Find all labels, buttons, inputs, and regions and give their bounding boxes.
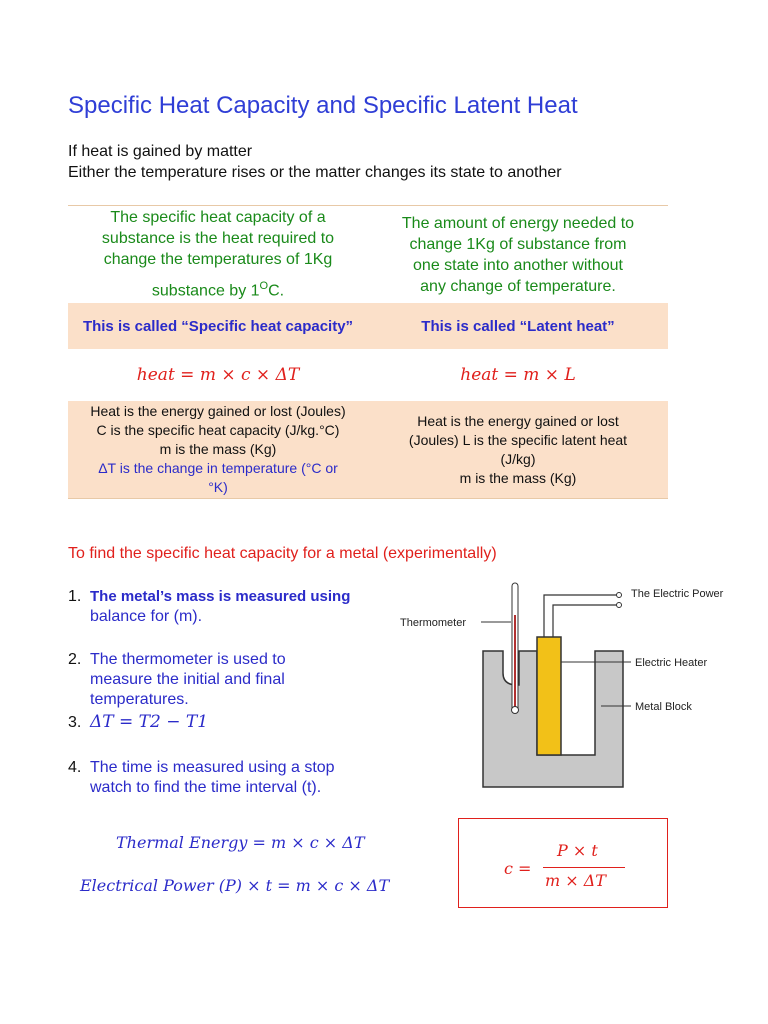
terminal-icon: [617, 603, 622, 608]
step-text: temperatures.: [90, 691, 189, 708]
note-line: (Joules) L is the specific latent heat: [408, 431, 628, 448]
latent-heat-definition: [368, 206, 668, 303]
metal-block-label: Metal Block: [635, 701, 692, 713]
electrical-power-equation: Electrical Power (P) × t = m × c × ΔT: [80, 876, 390, 895]
electric-heater: [537, 637, 561, 755]
specific-heat-notes: [68, 401, 368, 498]
note-line: ΔT is the change in temperature (°C or: [98, 460, 338, 476]
definition-line: change 1Kg of substance from: [409, 235, 627, 253]
power-wire: [544, 595, 617, 637]
step-number: 4.: [68, 759, 82, 776]
intro-line-2: Either the temperature rises or the matter changes its state to another: [68, 164, 562, 181]
electric-power-label: The Electric Power: [631, 588, 724, 600]
notes-row: [68, 401, 668, 499]
specific-heat-formula-box: [458, 818, 668, 908]
latent-heat-formula: heat = m × L: [460, 365, 576, 385]
note-line: Heat is the energy gained or lost: [417, 412, 619, 429]
step-3: [68, 712, 208, 733]
note-line: (J/kg): [500, 450, 536, 467]
definition-text: substance by 1: [151, 282, 260, 300]
definition-line: any change of temperature.: [420, 277, 616, 295]
definition-line: The amount of energy needed to: [401, 214, 635, 232]
called-row: [68, 303, 668, 349]
formula-denominator: m × ΔT: [545, 871, 606, 890]
step-number: 2.: [68, 651, 82, 668]
step-text: The time is measured using a stop: [90, 759, 335, 776]
specific-heat-definition: [68, 206, 368, 303]
power-wire: [553, 605, 617, 637]
step-4: [68, 758, 335, 798]
degree-superscript: O: [259, 280, 269, 293]
formula-row: [68, 349, 668, 401]
definition-line: one state into another without: [413, 256, 623, 274]
step-text: watch to find the time interval (t).: [90, 779, 322, 796]
delta-t-formula: ΔT = T2 − T1: [90, 712, 209, 732]
note-line: m is the mass (Kg): [159, 441, 277, 457]
step-number: 3.: [68, 714, 82, 731]
definition-line: The specific heat capacity of a: [110, 209, 326, 227]
page-title: Specific Heat Capacity and Specific Latent Heat: [68, 92, 578, 119]
definition-line: [102, 276, 334, 301]
fraction-bar: [543, 867, 625, 868]
apparatus-diagram: [395, 575, 750, 795]
note-line: Heat is the energy gained or lost (Joules): [90, 403, 346, 419]
note-line: °K): [208, 479, 228, 495]
step-text: measure the initial and final: [90, 671, 285, 688]
latent-heat-called: This is called “Latent heat”: [421, 317, 615, 335]
step-number: 1.: [68, 588, 82, 605]
formula-lhs: c =: [504, 859, 532, 878]
step-1: [68, 587, 350, 627]
specific-heat-formula: heat = m × c × ΔT: [136, 365, 300, 385]
electric-heater-label: Electric Heater: [635, 657, 708, 669]
formula-numerator: P × t: [557, 841, 598, 860]
step-2: [68, 650, 286, 710]
step-text: The metal’s mass is measured using: [90, 588, 351, 605]
definition-text: C.: [268, 282, 285, 300]
thermometer-label: Thermometer: [400, 617, 467, 629]
definition-line: substance is the heat required to: [101, 230, 335, 248]
thermometer-mercury: [514, 615, 516, 707]
intro-line-1: If heat is gained by matter: [68, 143, 253, 160]
comparison-table: [68, 205, 668, 499]
specific-heat-called: This is called “Specific heat capacity”: [82, 317, 354, 335]
experiment-heading: To find the specific heat capacity for a metal (experimentally): [68, 545, 497, 562]
definition-row: [68, 206, 668, 303]
thermometer-bulb: [512, 707, 519, 714]
note-line: C is the specific heat capacity (J/kg.°C): [96, 422, 340, 438]
terminal-icon: [617, 593, 622, 598]
note-line: m is the mass (Kg): [459, 469, 577, 486]
latent-heat-notes: [368, 401, 668, 498]
step-text: The thermometer is used to: [90, 651, 286, 668]
definition-line: change the temperatures of 1Kg: [103, 251, 333, 269]
thermal-energy-equation: Thermal Energy = m × c × ΔT: [116, 833, 365, 852]
step-text: balance for (m).: [90, 608, 203, 625]
